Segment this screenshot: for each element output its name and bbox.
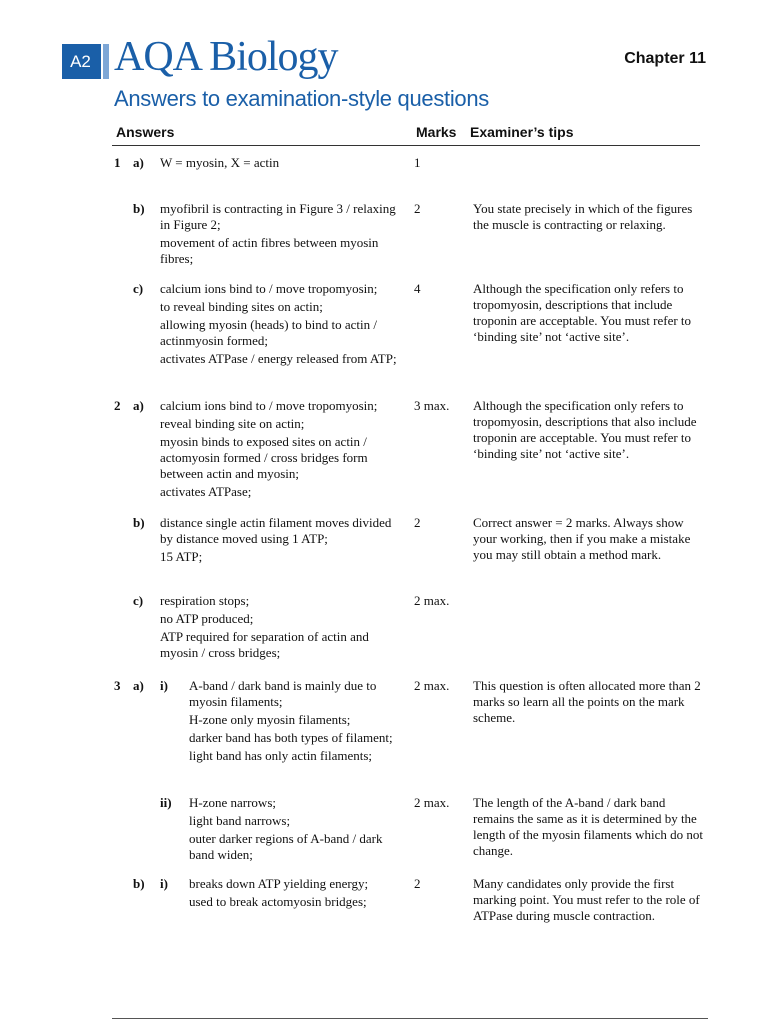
a2-badge [62, 44, 99, 79]
answer-line: W = myosin, X = actin [160, 155, 280, 170]
examiner-tip: Although the specification only refers to tropomyosin, descriptions that also include troponin are acceptable. You must refer to ‘binding site’ not ‘active site’. [473, 398, 697, 461]
question-part: b) [133, 515, 145, 530]
answer-line: allowing myosin (heads) to bind to actin / actinmyosin formed; [160, 317, 377, 348]
answer-line: myosin binds to exposed sites on actin / actomyosin formed / cross bridges form between actin and myosin; [160, 434, 368, 481]
question-part: a) [133, 398, 144, 413]
question-part: a) [133, 678, 144, 693]
question-subpart: i) [160, 678, 168, 693]
marks-value: 3 max. [414, 398, 450, 413]
marks-value: 4 [414, 281, 421, 296]
question-part: b) [133, 876, 145, 891]
answer-line: reveal binding site on actin; [160, 416, 305, 431]
marks-value: 2 [414, 876, 421, 891]
answer-line: myofibril is contracting in Figure 3 / relaxing in Figure 2; [160, 201, 396, 232]
question-part: c) [133, 281, 144, 296]
answer-line: activates ATPase; [160, 484, 252, 499]
question-number: 3 [114, 678, 121, 693]
answer-line: 15 ATP; [160, 549, 203, 564]
marks-value: 2 max. [414, 593, 450, 608]
question-subpart: i) [160, 876, 168, 891]
answer-line: no ATP produced; [160, 611, 254, 626]
examiner-tip: This question is often allocated more than 2 marks so learn all the points on the mark scheme. [473, 678, 701, 725]
answer-line: calcium ions bind to / move tropomyosin; [160, 281, 378, 296]
question-number: 1 [114, 155, 121, 170]
question-part: c) [133, 593, 144, 608]
answer-text [189, 795, 407, 865]
question-part: a) [133, 155, 144, 170]
answer-line: H-zone narrows; [189, 795, 276, 810]
answer-line: respiration stops; [160, 593, 250, 608]
question-number: 2 [114, 398, 121, 413]
marks-value: 2 [414, 201, 421, 216]
answer-text [160, 515, 405, 567]
answer-line: H-zone only myosin filaments; [189, 712, 351, 727]
answers-column-heading: Answers [116, 124, 175, 140]
answer-text [160, 155, 405, 173]
a2-badge-label: A2 [70, 51, 91, 71]
examiner-tip: The length of the A-band / dark band remains the same as it is determined by the length of the myosin filaments which do not change. [473, 795, 703, 858]
answer-text [160, 281, 405, 369]
answer-text [160, 201, 405, 269]
marks-column-heading: Marks [416, 124, 457, 140]
answer-line: A-band / dark band is mainly due to myosin filaments; [189, 678, 377, 709]
answer-line: breaks down ATP yielding energy; [189, 876, 369, 891]
answer-text [189, 876, 407, 912]
answer-line: movement of actin fibres between myosin fibres; [160, 235, 379, 266]
answer-line: darker band has both types of filament; [189, 730, 393, 745]
question-subpart: ii) [160, 795, 172, 810]
answer-line: light band has only actin filaments; [189, 748, 373, 763]
marks-value: 2 max. [414, 795, 450, 810]
answer-line: activates ATPase / energy released from ATP; [160, 351, 397, 366]
answer-line: used to break actomyosin bridges; [189, 894, 367, 909]
answer-line: to reveal binding sites on actin; [160, 299, 323, 314]
marks-value: 2 [414, 515, 421, 530]
answer-line: ATP required for separation of actin and myosin / cross bridges; [160, 629, 369, 660]
examiner-tip: Correct answer = 2 marks. Always show your working, then if you make a mistake you may still obtain a method mark. [473, 515, 691, 562]
footer-rule [112, 1018, 708, 1019]
answer-text [160, 398, 405, 502]
column-header [112, 123, 700, 146]
answer-line: distance single actin filament moves divided by distance moved using 1 ATP; [160, 515, 392, 546]
answer-line: outer darker regions of A-band / dark band widen; [189, 831, 383, 862]
marks-value: 2 max. [414, 678, 450, 693]
question-part: b) [133, 201, 145, 216]
examiner-tip: You state precisely in which of the figures the muscle is contracting or relaxing. [473, 201, 693, 232]
marks-value: 1 [414, 155, 421, 170]
chapter-label: Chapter 11 [624, 50, 706, 67]
answer-line: calcium ions bind to / move tropomyosin; [160, 398, 378, 413]
page-subtitle: Answers to examination-style questions [114, 86, 490, 111]
tips-column-heading: Examiner’s tips [470, 124, 574, 140]
answer-text [160, 593, 405, 663]
examiner-tip: Although the specification only refers to tropomyosin, descriptions that include troponin are acceptable. You must refer to ‘binding site’ not ‘active site’. [473, 281, 692, 344]
aqa-biology-logo: AQA Biology [114, 34, 338, 80]
examiner-tip: Many candidates only provide the first marking point. You must refer to the role of ATPase during muscle contraction. [473, 876, 700, 923]
answer-text [189, 678, 407, 766]
answer-line: light band narrows; [189, 813, 291, 828]
